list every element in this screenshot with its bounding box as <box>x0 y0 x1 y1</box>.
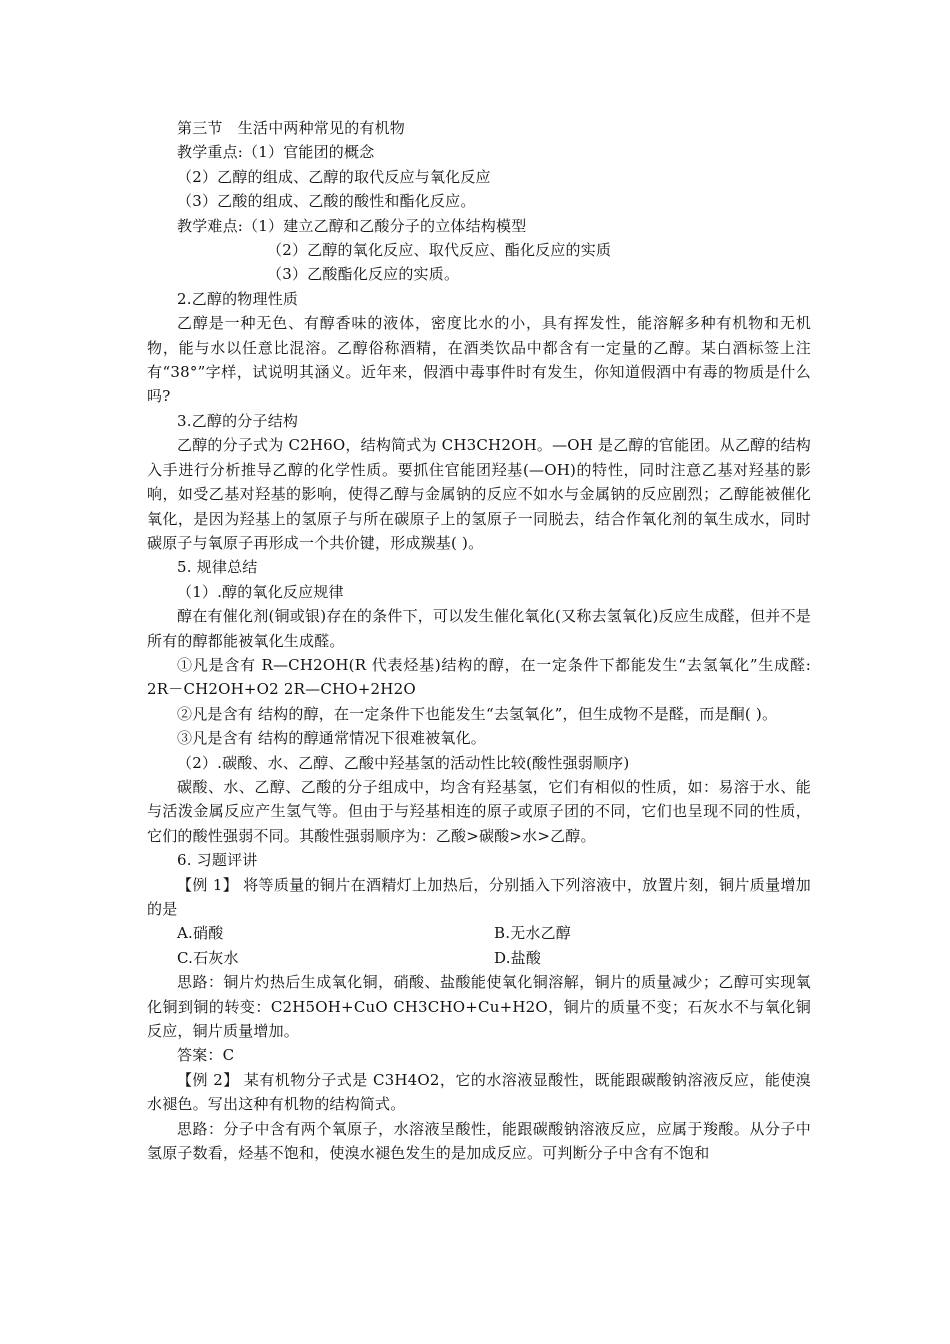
key-point-2: （2）乙醇的组成、乙醇的取代反应与氧化反应 <box>177 167 491 186</box>
section-5-para-3: ②凡是含有 结构的醇，在一定条件下也能发生“去氢氧化”，但生成物不是醛，而是酮( )。 <box>177 704 778 723</box>
section-5-title: 5. 规律总结 <box>177 558 258 577</box>
section-3-body: 乙醇的分子式为 C2H6O，结构简式为 CH3CH2OH。—OH 是乙醇的官能团。从乙醇的结构入手进行分析推导乙醇的化学性质。要抓住官能团羟基(—OH)的特性，同时注意乙基对羟基的影响，如受乙基对羟基的影响，使得乙醇与金属钠的反应不如水与金属钠的反应剧烈；乙醇能被催化氧化，是因为羟基上的氢原子与所在碳原子上的氢原子一同脱去，结合作氧化剂的氧生成水，同时碳原子与氧原子再形成一个共价键，形成羰基( )。 <box>147 436 811 552</box>
section-heading: 第三节 生活中两种常见的有机物 <box>177 119 406 137</box>
option-d: D.盐酸 <box>494 948 542 967</box>
option-b: B.无水乙醇 <box>494 924 571 943</box>
section-5-sub-2: （2）.碳酸、水、乙醇、乙酸中羟基氢的活动性比较(酸性强弱顺序) <box>177 753 630 772</box>
section-5-para-2: ①凡是含有 R—CH2OH(R 代表烃基)结构的醇，在一定条件下都能发生“去氢氧化”生成醛: 2R－CH2OH+O2 2R—CHO+2H2O <box>147 655 811 699</box>
section-5-para-1: 醇在有催化剂(铜或银)存在的条件下，可以发生催化氧化(又称去氢氧化)反应生成醛，但并不是所有的醇都能被氧化生成醛。 <box>147 607 811 650</box>
difficulty-2: （2）乙醇的氧化反应、取代反应、酯化反应的实质 <box>267 241 612 260</box>
option-a: A.硝酸 <box>177 924 224 943</box>
section-3-title: 3.乙醇的分子结构 <box>177 411 299 430</box>
example-2-reasoning: 思路：分子中含有两个氧原子，水溶液呈酸性，能跟碳酸钠溶液反应，应属于羧酸。从分子中氢原子数看，烃基不饱和，使溴水褪色发生的是加成反应。可判断分子中含有不饱和 <box>147 1119 811 1163</box>
section-5-sub-1: （1）.醇的氧化反应规律 <box>177 582 344 601</box>
section-2-body: 乙醇是一种无色、有醇香味的液体，密度比水的小，具有挥发性，能溶解多种有机物和无机物，能与水以任意比混溶。乙醇俗称酒精，在酒类饮品中都含有一定量的乙醇。某白酒标签上注有“38°”字样，试说明其涵义。近年来，假酒中毒事件时有发生，你知道假酒中有毒的物质是什么吗? <box>147 314 811 406</box>
section-6-title: 6. 习题评讲 <box>177 851 258 870</box>
difficulty-3: （3）乙酸酯化反应的实质。 <box>267 265 460 284</box>
example-1-question: 【例 1】 将等质量的铜片在酒精灯上加热后，分别插入下列溶液中，放置片刻，铜片质量增加的是 <box>147 875 811 918</box>
key-points: 教学重点:（1）官能团的概念 <box>177 143 375 162</box>
option-c: C.石灰水 <box>177 948 239 967</box>
section-5-para-4: ③凡是含有 结构的醇通常情况下很难被氧化。 <box>177 729 486 748</box>
example-1-reasoning: 思路：铜片灼热后生成氧化铜，硝酸、盐酸能使氧化铜溶解，铜片的质量减少；乙醇可实现氧化铜到铜的转变：C2H5OH+CuO CH3CHO+Cu+H2O，铜片的质量不变；石灰水不与氧化铜反应，铜片质量增加。 <box>147 973 811 1041</box>
document-body <box>147 116 811 1165</box>
section-2-title: 2.乙醇的物理性质 <box>177 289 299 308</box>
example-1-options-row-1 <box>147 921 811 945</box>
example-1-answer: 答案：C <box>177 1046 235 1065</box>
section-5-para-5: 碳酸、水、乙醇、乙酸的分子组成中，均含有羟基氢，它们有相似的性质，如：易溶于水、能与活泼金属反应产生氢气等。但由于与羟基相连的原子或原子团的不同，它们也呈现不同的性质，它们的酸性强弱不同。其酸性强弱顺序为：乙酸>碳酸>水>乙醇。 <box>147 777 811 845</box>
key-point-3: （3）乙酸的组成、乙酸的酸性和酯化反应。 <box>177 192 476 211</box>
difficulty-1: 教学难点:（1）建立乙醇和乙酸分子的立体结构模型 <box>177 216 527 235</box>
example-2-question: 【例 2】 某有机物分子式是 C3H4O2，它的水溶液显酸性，既能跟碳酸钠溶液反应，能使溴水褪色。写出这种有机物的结构简式。 <box>147 1070 811 1114</box>
example-1-options-row-2 <box>147 946 811 970</box>
